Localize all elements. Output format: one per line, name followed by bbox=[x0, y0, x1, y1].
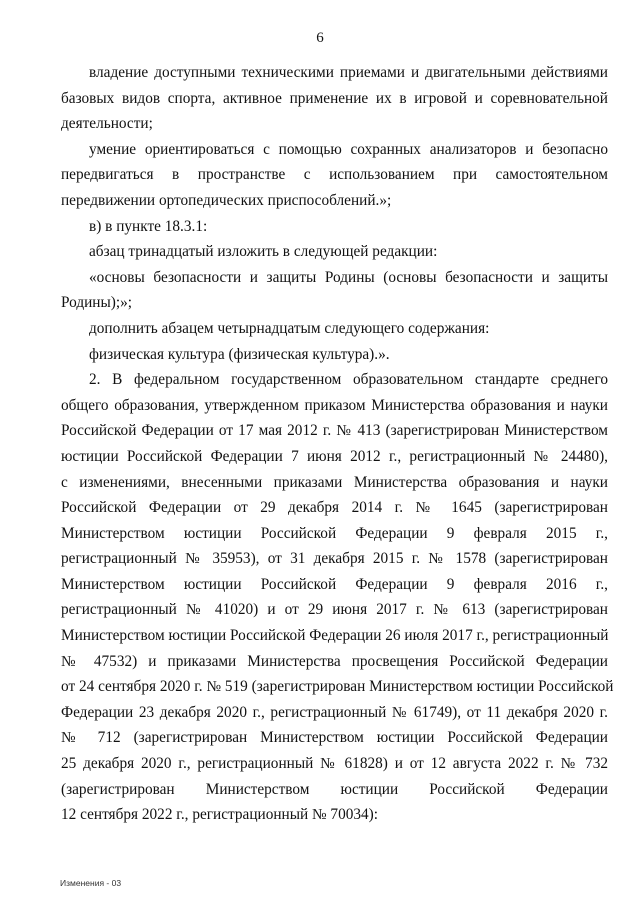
text-line: от 24 сентября 2020 г. № 519 (зарегистрирован Министерством юстиции Российской bbox=[61, 678, 614, 696]
paragraph bbox=[61, 265, 608, 316]
text-line: абзац тринадцатый изложить в следующей редакции: bbox=[89, 243, 438, 261]
footer-note: Изменения - 03 bbox=[60, 878, 122, 888]
text-line: физическая культура (физическая культура).». bbox=[89, 345, 390, 363]
text-line: владение доступными техническими приемами и двигательными действиями bbox=[89, 64, 608, 81]
text-line: передвижении ортопедических приспособлений.»; bbox=[61, 191, 392, 209]
paragraph bbox=[61, 367, 614, 828]
paragraph bbox=[61, 316, 608, 342]
paragraph bbox=[61, 60, 608, 137]
text-line: Российской Федерации от 17 мая 2012 г. № 413 (зарегистрирован Министерством bbox=[61, 422, 608, 440]
text-line: с изменениями, внесенными приказами Министерства образования и науки bbox=[61, 473, 608, 491]
text-line: Федерации 23 декабря 2020 г., регистрационный № 61749), от 11 декабря 2020 г. bbox=[61, 703, 608, 721]
text-line: (зарегистрирован Министерством юстиции Российской Федерации bbox=[61, 780, 608, 798]
text-line: юстиции Российской Федерации 7 июня 2012 г., регистрационный № 24480), bbox=[61, 447, 608, 465]
text-line: в) в пункте 18.3.1: bbox=[89, 217, 208, 235]
text-line: Министерством юстиции Российской Федерации 26 июля 2017 г., регистрационный bbox=[61, 627, 609, 645]
text-line: Министерством юстиции Российской Федерации 9 февраля 2016 г., bbox=[61, 575, 608, 593]
text-line: базовых видов спорта, активное применение их в игровой и соревновательной bbox=[61, 89, 608, 107]
text-line: «основы безопасности и защиты Родины (основы безопасности и защиты bbox=[89, 268, 608, 286]
text-line: регистрационный № 35953), от 31 декабря 2015 г. № 1578 (зарегистрирован bbox=[61, 550, 608, 568]
text-line: регистрационный № 41020) и от 29 июня 2017 г. № 613 (зарегистрирован bbox=[61, 601, 608, 619]
text-line: 12 сентября 2022 г., регистрационный № 70034): bbox=[61, 806, 379, 824]
text-line: № 712 (зарегистрирован Министерством юстиции Российской Федерации bbox=[61, 729, 608, 747]
text-line: 2. В федеральном государственном образовательном стандарте среднего bbox=[89, 371, 608, 389]
text-line: Министерством юстиции Российской Федерации 9 февраля 2015 г., bbox=[61, 524, 608, 542]
paragraph bbox=[61, 342, 608, 368]
text-line: дополнить абзацем четырнадцатым следующего содержания: bbox=[89, 319, 490, 337]
text-line: Родины);»; bbox=[61, 294, 133, 312]
page-number: 6 bbox=[316, 30, 324, 46]
text-line: передвигаться в пространстве с использованием при самостоятельном bbox=[61, 166, 608, 184]
text-line: 25 декабря 2020 г., регистрационный № 61828) и от 12 августа 2022 г. № 732 bbox=[61, 755, 608, 773]
paragraph bbox=[61, 214, 608, 240]
text-line: № 47532) и приказами Министерства просвещения Российской Федерации bbox=[61, 652, 608, 670]
paragraph bbox=[61, 137, 608, 214]
text-line: Российской Федерации от 29 декабря 2014 г. № 1645 (зарегистрирован bbox=[61, 499, 608, 517]
text-line: деятельности; bbox=[61, 115, 153, 133]
text-line: умение ориентироваться с помощью сохранных анализаторов и безопасно bbox=[89, 140, 608, 158]
document-body bbox=[61, 60, 614, 828]
paragraph bbox=[61, 239, 608, 265]
text-line: общего образования, утвержденном приказом Министерства образования и науки bbox=[61, 396, 608, 414]
